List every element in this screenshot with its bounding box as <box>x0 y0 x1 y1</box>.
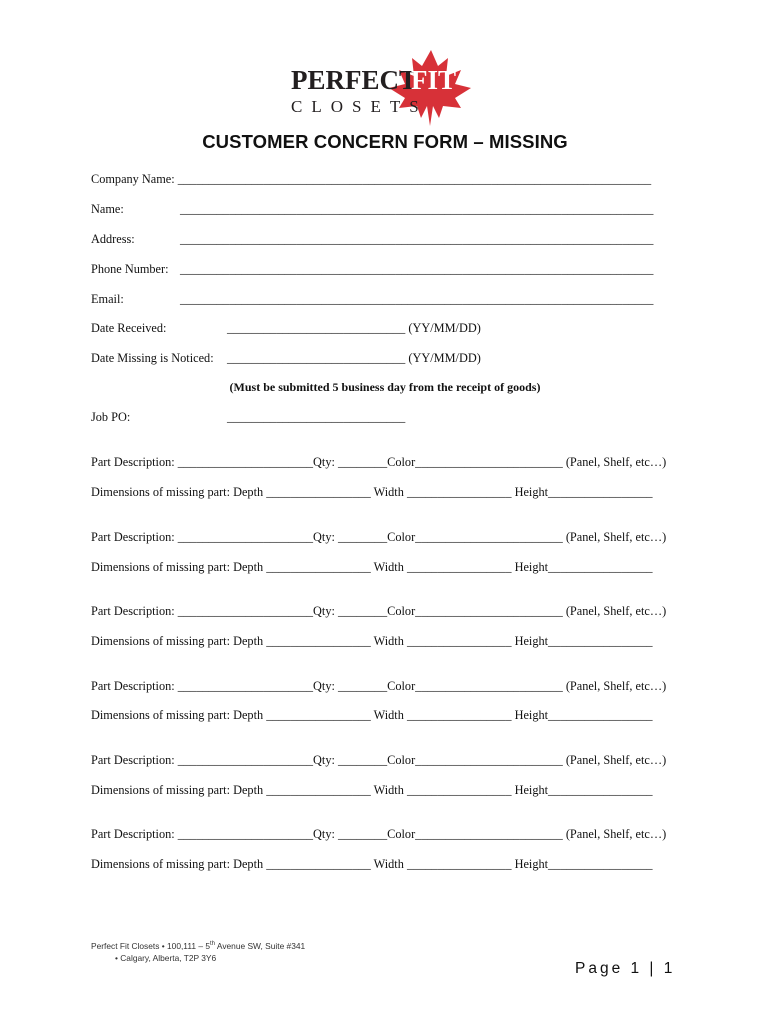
color-label: Color <box>387 679 416 693</box>
footer-address-part-2: Avenue SW, Suite #341 <box>215 940 306 951</box>
height-blank[interactable]: _________________ <box>548 783 653 797</box>
date-received-row <box>227 321 481 336</box>
qty-blank[interactable]: ________ <box>337 455 388 469</box>
logo-word-perfect: PERFECT <box>291 65 418 95</box>
part-description-row <box>91 753 666 768</box>
depth-blank[interactable]: _________________ <box>266 783 371 797</box>
date-missing-format: (YY/MM/DD) <box>408 351 481 365</box>
color-label: Color <box>387 455 416 469</box>
part-description-row <box>91 455 666 470</box>
dimensions-row <box>91 708 653 723</box>
email-blank[interactable]: _____________________________________________________________________________ <box>180 292 654 306</box>
company-name-row <box>91 172 651 187</box>
name-label: Name: <box>91 202 124 216</box>
company-name-label: Company Name: <box>91 172 175 186</box>
qty-label: Qty: <box>313 679 335 693</box>
color-blank[interactable]: ________________________ <box>415 679 563 693</box>
qty-blank[interactable]: ________ <box>337 679 388 693</box>
company-name-blank[interactable]: _____________________________________________________________________________ <box>177 172 652 186</box>
footer-line-2: • Calgary, Alberta, T2P 3Y6 <box>115 952 217 963</box>
part-description-label: Part Description: <box>91 679 175 693</box>
part-description-blank[interactable]: ______________________ <box>177 604 314 618</box>
height-label: Height <box>514 783 549 797</box>
part-description-label: Part Description: <box>91 827 175 841</box>
part-description-label: Part Description: <box>91 530 175 544</box>
dimensions-depth-label: Dimensions of missing part: Depth <box>91 708 264 722</box>
part-description-row <box>91 530 666 545</box>
width-label: Width <box>373 634 404 648</box>
part-description-blank[interactable]: ______________________ <box>177 679 314 693</box>
dimensions-depth-label: Dimensions of missing part: Depth <box>91 560 264 574</box>
height-label: Height <box>514 708 549 722</box>
part-type-hint: (Panel, Shelf, etc…) <box>565 753 667 767</box>
qty-blank[interactable]: ________ <box>337 827 388 841</box>
part-description-row <box>91 827 666 842</box>
footer-superscript: th <box>210 941 216 947</box>
width-label: Width <box>373 783 404 797</box>
dimensions-row <box>91 783 653 798</box>
part-description-row <box>91 604 666 619</box>
color-blank[interactable]: ________________________ <box>415 604 563 618</box>
depth-blank[interactable]: _________________ <box>266 634 371 648</box>
height-blank[interactable]: _________________ <box>548 485 653 499</box>
color-label: Color <box>387 753 416 767</box>
color-blank[interactable]: ________________________ <box>415 753 563 767</box>
width-blank[interactable]: _________________ <box>406 634 512 648</box>
footer-address <box>91 938 305 964</box>
part-type-hint: (Panel, Shelf, etc…) <box>565 827 667 841</box>
height-blank[interactable]: _________________ <box>548 634 653 648</box>
dimensions-row <box>91 560 653 575</box>
date-missing-blank[interactable]: _____________________________ <box>227 351 406 365</box>
dimensions-row <box>91 485 653 500</box>
name-blank[interactable]: _____________________________________________________________________________ <box>180 202 654 216</box>
maple-leaf-logo-graphic <box>283 46 483 126</box>
color-label: Color <box>387 530 416 544</box>
part-description-blank[interactable]: ______________________ <box>177 530 314 544</box>
height-label: Height <box>514 485 549 499</box>
width-label: Width <box>373 485 404 499</box>
address-blank[interactable]: _____________________________________________________________________________ <box>180 232 654 246</box>
company-logo <box>283 46 483 126</box>
qty-blank[interactable]: ________ <box>337 604 388 618</box>
dimensions-depth-label: Dimensions of missing part: Depth <box>91 857 264 871</box>
submission-note: (Must be submitted 5 business day from the receipt of goods) <box>229 380 541 394</box>
job-po-label: Job PO: <box>91 410 131 424</box>
color-label: Color <box>387 827 416 841</box>
height-label: Height <box>514 560 549 574</box>
dimensions-depth-label: Dimensions of missing part: Depth <box>91 783 264 797</box>
color-blank[interactable]: ________________________ <box>415 455 563 469</box>
phone-label: Phone Number: <box>91 262 169 276</box>
dimensions-depth-label: Dimensions of missing part: Depth <box>91 485 264 499</box>
job-po-blank[interactable]: _____________________________ <box>227 410 406 424</box>
part-description-label: Part Description: <box>91 455 175 469</box>
height-label: Height <box>514 857 549 871</box>
dimensions-row <box>91 634 653 649</box>
width-label: Width <box>373 708 404 722</box>
part-description-label: Part Description: <box>91 753 175 767</box>
part-description-blank[interactable]: ______________________ <box>177 753 314 767</box>
phone-blank[interactable]: _____________________________________________________________________________ <box>180 262 654 276</box>
part-description-label: Part Description: <box>91 604 175 618</box>
date-received-format: (YY/MM/DD) <box>408 321 481 335</box>
date-missing-label: Date Missing is Noticed: <box>91 351 214 365</box>
height-label: Height <box>514 634 549 648</box>
logo-word-fit: FIT <box>411 65 457 95</box>
qty-label: Qty: <box>313 530 335 544</box>
height-blank[interactable]: _________________ <box>548 857 653 871</box>
width-blank[interactable]: _________________ <box>406 708 512 722</box>
email-label: Email: <box>91 292 124 306</box>
part-description-blank[interactable]: ______________________ <box>177 827 314 841</box>
qty-blank[interactable]: ________ <box>337 753 388 767</box>
depth-blank[interactable]: _________________ <box>266 857 371 871</box>
width-blank[interactable]: _________________ <box>406 783 512 797</box>
depth-blank[interactable]: _________________ <box>266 560 371 574</box>
part-type-hint: (Panel, Shelf, etc…) <box>565 604 667 618</box>
depth-blank[interactable]: _________________ <box>266 485 371 499</box>
qty-blank[interactable]: ________ <box>337 530 388 544</box>
width-label: Width <box>373 857 404 871</box>
part-type-hint: (Panel, Shelf, etc…) <box>565 530 667 544</box>
height-blank[interactable]: _________________ <box>548 560 653 574</box>
qty-label: Qty: <box>313 455 335 469</box>
qty-label: Qty: <box>313 827 335 841</box>
qty-label: Qty: <box>313 604 335 618</box>
footer-line-1 <box>91 938 305 952</box>
date-received-label: Date Received: <box>91 321 167 335</box>
logo-word-closets: CLOSETS <box>291 97 428 116</box>
qty-label: Qty: <box>313 753 335 767</box>
part-type-hint: (Panel, Shelf, etc…) <box>565 455 667 469</box>
height-blank[interactable]: _________________ <box>548 708 653 722</box>
color-blank[interactable]: ________________________ <box>415 530 563 544</box>
footer-address-part-1: Perfect Fit Closets • 100,111 – 5 <box>91 940 210 951</box>
date-received-blank[interactable]: _____________________________ <box>227 321 406 335</box>
dimensions-row <box>91 857 653 872</box>
width-label: Width <box>373 560 404 574</box>
width-blank[interactable]: _________________ <box>406 857 512 871</box>
color-blank[interactable]: ________________________ <box>415 827 563 841</box>
page-number: Page 1 | 1 <box>575 960 676 977</box>
part-type-hint: (Panel, Shelf, etc…) <box>565 679 667 693</box>
address-label: Address: <box>91 232 135 246</box>
depth-blank[interactable]: _________________ <box>266 708 371 722</box>
width-blank[interactable]: _________________ <box>406 560 512 574</box>
date-missing-row <box>227 351 481 366</box>
dimensions-depth-label: Dimensions of missing part: Depth <box>91 634 264 648</box>
part-description-row <box>91 679 666 694</box>
part-description-blank[interactable]: ______________________ <box>177 455 314 469</box>
form-title: CUSTOMER CONCERN FORM – MISSING <box>202 131 568 152</box>
width-blank[interactable]: _________________ <box>406 485 512 499</box>
color-label: Color <box>387 604 416 618</box>
